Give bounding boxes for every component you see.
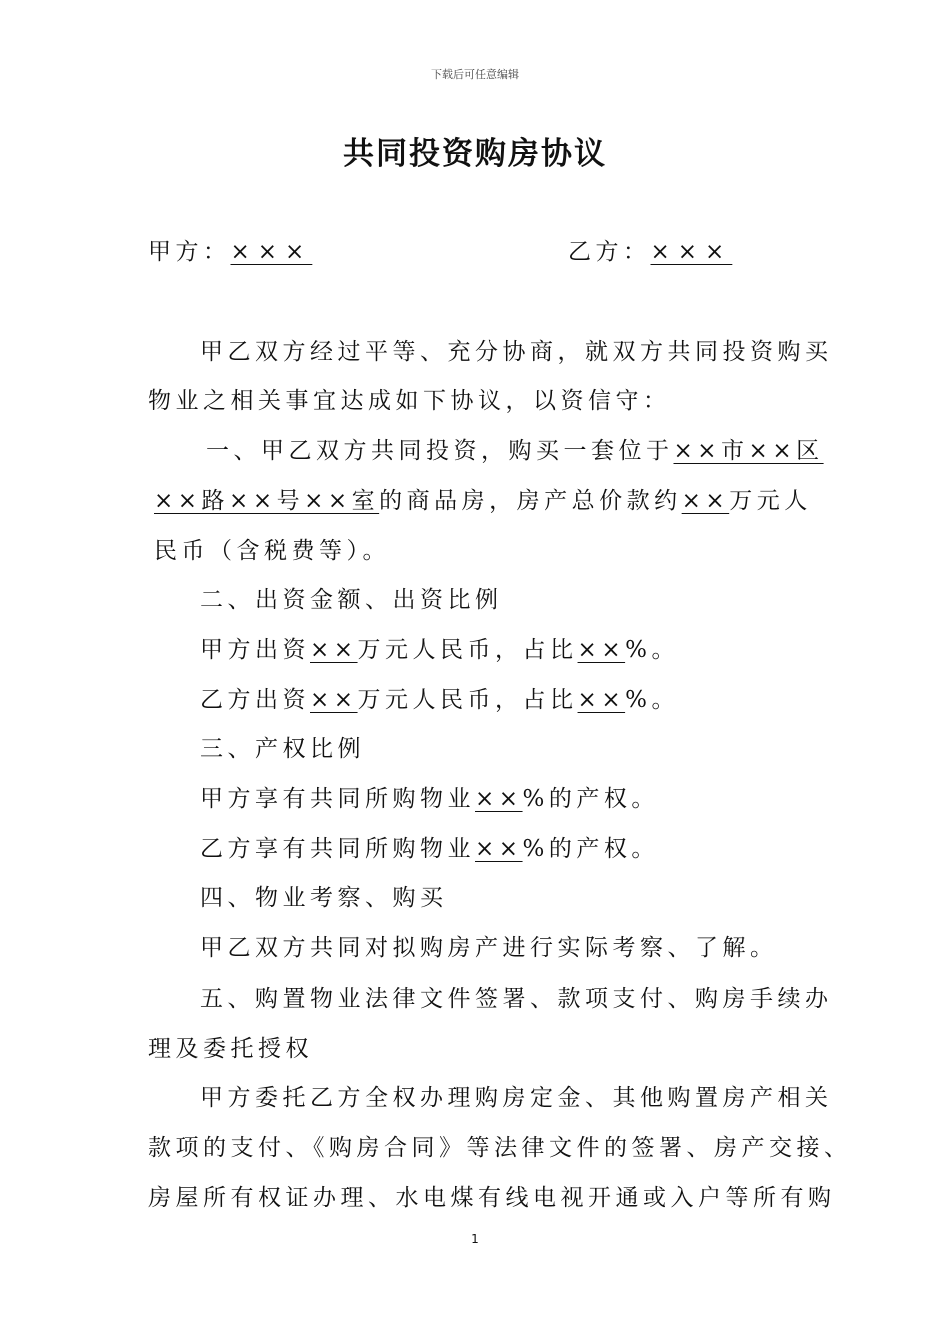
- section5-para-2: 款项的支付、《购房合同》等法律文件的签署、房产交接、: [148, 1135, 852, 1161]
- section5-para-1: 甲方委托乙方全权办理购房定金、其他购置房产相关: [200, 1085, 833, 1111]
- property-address: ××路××号××室: [154, 488, 380, 514]
- section2-heading: 二、出资金额、出资比例: [200, 587, 503, 613]
- party-a-ownership: 甲方享有共同所购物业××%的产权。: [200, 786, 659, 812]
- page-header: 下载后可任意编辑: [431, 68, 519, 81]
- party-a-label: 甲方：: [148, 239, 231, 265]
- section5-heading-2: 理及委托授权: [148, 1036, 313, 1062]
- property-district: ××市××区: [673, 438, 824, 464]
- section5-heading-1: 五、购置物业法律文件签署、款项支付、购房手续办: [200, 986, 833, 1012]
- party-b-investment: 乙方出资××万元人民币，占比××%。: [200, 687, 679, 713]
- party-b-ownership: 乙方享有共同所购物业××%的产权。: [200, 836, 659, 862]
- section5-para-3: 房屋所有权证办理、水电煤有线电视开通或入户等所有购: [148, 1185, 836, 1211]
- document-title: 共同投资购房协议: [343, 136, 607, 172]
- section4-heading: 四、物业考察、购买: [200, 885, 448, 911]
- party-b-value: ×××: [650, 239, 733, 265]
- intro-line-2: 物业之相关事宜达成如下协议，以资信守：: [148, 388, 671, 414]
- section1-line-1: 一、甲乙双方共同投资，购买一套位于××市××区: [206, 438, 824, 464]
- party-b-label: 乙方：: [568, 239, 651, 265]
- party-a: [148, 236, 312, 268]
- section1-line-2: ××路××号××室的商品房，房产总价款约××万元人: [154, 488, 812, 514]
- party-a-value: ×××: [230, 239, 313, 265]
- section3-heading: 三、产权比例: [200, 736, 365, 762]
- party-b: [568, 236, 732, 268]
- party-a-investment: 甲方出资××万元人民币，占比××%。: [200, 637, 679, 663]
- section4-text: 甲乙双方共同对拟购房产进行实际考察、了解。: [200, 935, 778, 961]
- section1-line-3: 民币（含税费等）。: [154, 538, 390, 564]
- page-number: 1: [471, 1232, 479, 1246]
- total-price: ××: [681, 488, 730, 514]
- intro-line-1: 甲乙双方经过平等、充分协商，就双方共同投资购买: [200, 339, 833, 365]
